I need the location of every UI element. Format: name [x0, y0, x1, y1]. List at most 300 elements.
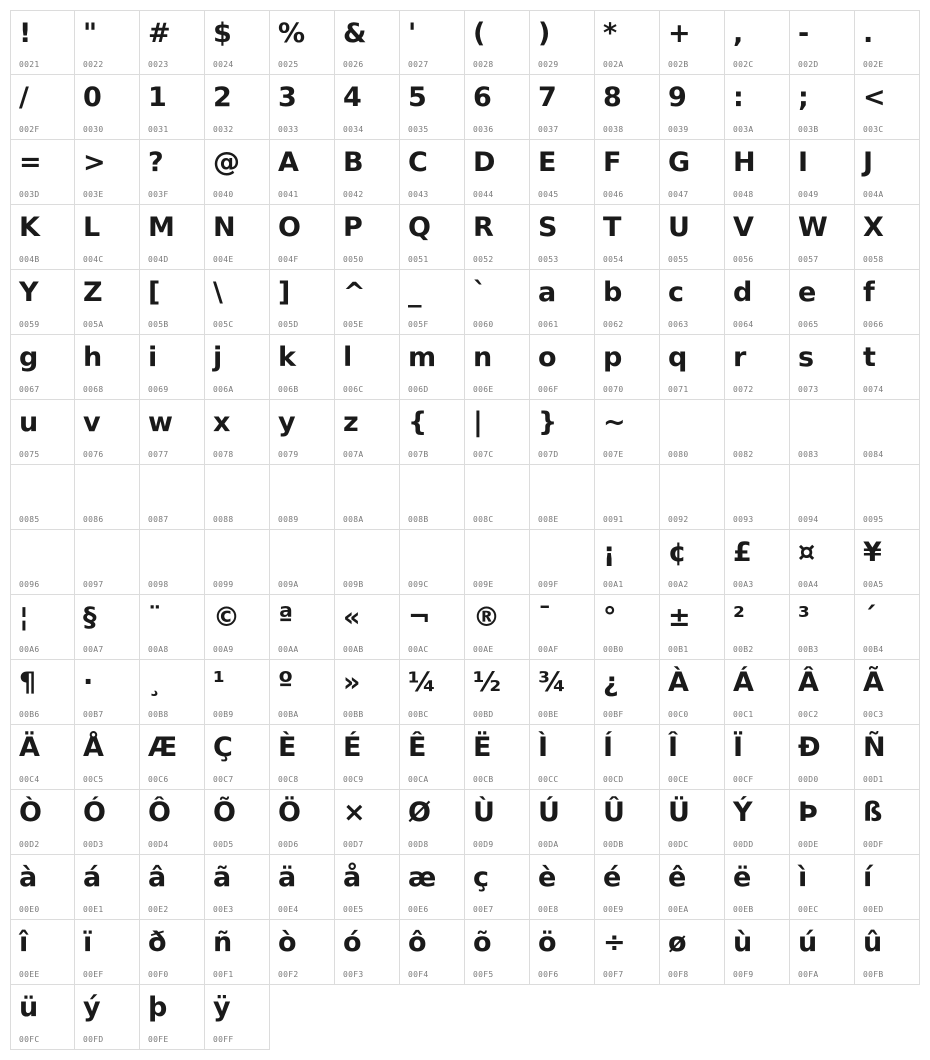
glyph-cell [205, 205, 270, 270]
glyph-cell [270, 335, 335, 400]
glyph-codepoint: 00A1 [603, 580, 624, 589]
glyph-codepoint: 004A [863, 190, 884, 199]
glyph-char: ¦ [19, 602, 29, 633]
glyph-cell [140, 205, 205, 270]
glyph-cell [465, 140, 530, 205]
glyph-codepoint: 00ED [863, 905, 884, 914]
glyph-codepoint: 0041 [278, 190, 299, 199]
glyph-codepoint: 00FF [213, 1035, 234, 1044]
glyph-codepoint: 0098 [148, 580, 169, 589]
glyph-codepoint: 00E0 [19, 905, 40, 914]
glyph-codepoint: 00F4 [408, 970, 429, 979]
glyph-char: $ [213, 18, 232, 49]
glyph-char: ¥ [863, 537, 882, 568]
glyph-char: ù [733, 927, 753, 958]
glyph-cell [660, 140, 725, 205]
glyph-char: t [863, 342, 876, 373]
glyph-codepoint: 0077 [148, 450, 169, 459]
glyph-codepoint: 0079 [278, 450, 299, 459]
glyph-cell [855, 595, 920, 660]
glyph-cell [465, 75, 530, 140]
glyph-cell [530, 790, 595, 855]
glyph-codepoint: 0033 [278, 125, 299, 134]
glyph-char: l [343, 342, 353, 373]
glyph-cell [595, 725, 660, 790]
glyph-char: @ [213, 147, 240, 178]
glyph-cell [465, 205, 530, 270]
glyph-char: u [19, 407, 39, 438]
glyph-cell [725, 335, 790, 400]
glyph-cell [75, 10, 140, 75]
glyph-cell [530, 855, 595, 920]
glyph-char: ! [19, 18, 32, 49]
glyph-cell [725, 465, 790, 530]
glyph-cell [465, 725, 530, 790]
glyph-codepoint: 00CF [733, 775, 754, 784]
glyph-char: 7 [538, 82, 557, 113]
glyph-char: Ð [798, 732, 821, 763]
glyph-cell [725, 10, 790, 75]
glyph-char: w [148, 407, 173, 438]
glyph-char: x [213, 407, 231, 438]
glyph-codepoint: 00A6 [19, 645, 40, 654]
glyph-char: è [538, 862, 557, 893]
glyph-char: £ [733, 537, 752, 568]
glyph-char: ç [473, 862, 490, 893]
glyph-cell [855, 855, 920, 920]
glyph-cell [205, 335, 270, 400]
glyph-cell [790, 75, 855, 140]
glyph-codepoint: 00D9 [473, 840, 494, 849]
glyph-codepoint: 0058 [863, 255, 884, 264]
glyph-cell [530, 335, 595, 400]
glyph-cell [335, 140, 400, 205]
glyph-cell [660, 10, 725, 75]
glyph-cell [790, 725, 855, 790]
glyph-codepoint: 006B [278, 385, 299, 394]
glyph-char: | [473, 407, 483, 438]
glyph-char: n [473, 342, 493, 373]
glyph-char: Ü [668, 797, 690, 828]
glyph-codepoint: 0047 [668, 190, 689, 199]
glyph-char: r [733, 342, 747, 373]
glyph-codepoint: 00B8 [148, 710, 169, 719]
glyph-char: F [603, 147, 622, 178]
glyph-codepoint: 00B3 [798, 645, 819, 654]
glyph-char: 8 [603, 82, 622, 113]
glyph-char: C [408, 147, 428, 178]
glyph-char: · [83, 667, 94, 698]
glyph-cell [465, 10, 530, 75]
glyph-codepoint: 006C [343, 385, 364, 394]
glyph-codepoint: 00C1 [733, 710, 754, 719]
glyph-codepoint: 0060 [473, 320, 494, 329]
glyph-codepoint: 0063 [668, 320, 689, 329]
glyph-codepoint: 008B [408, 515, 429, 524]
glyph-char: P [343, 212, 363, 243]
glyph-codepoint: 0074 [863, 385, 884, 394]
glyph-char: V [733, 212, 754, 243]
glyph-codepoint: 00AE [473, 645, 494, 654]
glyph-codepoint: 007D [538, 450, 559, 459]
glyph-codepoint: 0075 [19, 450, 40, 459]
glyph-cell [335, 270, 400, 335]
glyph-cell [270, 140, 335, 205]
glyph-char: Û [603, 797, 625, 828]
glyph-codepoint: 00F5 [473, 970, 494, 979]
glyph-codepoint: 0086 [83, 515, 104, 524]
glyph-codepoint: 0028 [473, 60, 494, 69]
glyph-char: } [538, 407, 558, 438]
glyph-cell [790, 205, 855, 270]
glyph-cell [790, 270, 855, 335]
glyph-char: ñ [213, 927, 233, 958]
glyph-codepoint: 00AB [343, 645, 364, 654]
glyph-cell [400, 270, 465, 335]
glyph-codepoint: 004F [278, 255, 299, 264]
glyph-cell [335, 10, 400, 75]
glyph-char: È [278, 732, 297, 763]
glyph-char: ) [538, 18, 551, 49]
glyph-cell [205, 660, 270, 725]
glyph-codepoint: 00FE [148, 1035, 169, 1044]
glyph-char: O [278, 212, 301, 243]
glyph-cell [335, 335, 400, 400]
glyph-char: & [343, 18, 367, 49]
glyph-codepoint: 0036 [473, 125, 494, 134]
glyph-char: Q [408, 212, 431, 243]
glyph-cell [205, 985, 270, 1050]
glyph-char: © [213, 602, 240, 633]
glyph-char: Î [668, 732, 679, 763]
glyph-codepoint: 002D [798, 60, 819, 69]
glyph-char: a [538, 277, 557, 308]
glyph-char: J [863, 147, 874, 178]
glyph-codepoint: 00E7 [473, 905, 494, 914]
glyph-cell [595, 595, 660, 660]
glyph-codepoint: 0092 [668, 515, 689, 524]
glyph-cell [270, 595, 335, 660]
glyph-cell [140, 790, 205, 855]
glyph-char: k [278, 342, 296, 373]
glyph-cell [855, 205, 920, 270]
glyph-char: g [19, 342, 39, 373]
glyph-char: / [19, 82, 29, 113]
glyph-cell [790, 920, 855, 985]
glyph-char: à [19, 862, 38, 893]
glyph-cell [790, 465, 855, 530]
glyph-cell [855, 465, 920, 530]
glyph-cell [140, 530, 205, 595]
glyph-codepoint: 0099 [213, 580, 234, 589]
glyph-codepoint: 005F [408, 320, 429, 329]
glyph-codepoint: 004C [83, 255, 104, 264]
glyph-cell [530, 10, 595, 75]
glyph-codepoint: 00F6 [538, 970, 559, 979]
glyph-cell [10, 530, 75, 595]
glyph-codepoint: 0050 [343, 255, 364, 264]
glyph-cell [335, 920, 400, 985]
glyph-cell [400, 920, 465, 985]
glyph-char: À [668, 667, 689, 698]
glyph-codepoint: 0031 [148, 125, 169, 134]
glyph-codepoint: 00CA [408, 775, 429, 784]
glyph-cell [465, 920, 530, 985]
glyph-codepoint: 0043 [408, 190, 429, 199]
glyph-cell [140, 725, 205, 790]
glyph-char: - [798, 18, 810, 49]
glyph-cell [725, 855, 790, 920]
glyph-char: ô [408, 927, 427, 958]
glyph-cell [725, 205, 790, 270]
glyph-char: ¡ [603, 537, 616, 568]
glyph-char: Ú [538, 797, 560, 828]
glyph-cell [660, 465, 725, 530]
glyph-grid [10, 10, 920, 1050]
glyph-char: " [83, 18, 98, 49]
glyph-codepoint: 00E6 [408, 905, 429, 914]
glyph-codepoint: 0064 [733, 320, 754, 329]
glyph-cell [140, 595, 205, 660]
glyph-codepoint: 005E [343, 320, 364, 329]
glyph-codepoint: 0062 [603, 320, 624, 329]
glyph-codepoint: 00DC [668, 840, 689, 849]
glyph-char: * [603, 18, 618, 49]
glyph-char: 3 [278, 82, 297, 113]
glyph-codepoint: 004D [148, 255, 169, 264]
glyph-codepoint: 0045 [538, 190, 559, 199]
glyph-codepoint: 00C6 [148, 775, 169, 784]
glyph-char: ¤ [798, 537, 816, 568]
glyph-cell [855, 530, 920, 595]
glyph-cell [400, 10, 465, 75]
glyph-codepoint: 00C9 [343, 775, 364, 784]
glyph-char: o [538, 342, 557, 373]
glyph-char: á [83, 862, 102, 893]
glyph-cell [75, 855, 140, 920]
glyph-cell [335, 205, 400, 270]
glyph-codepoint: 00EF [83, 970, 104, 979]
glyph-cell [530, 465, 595, 530]
glyph-cell [400, 140, 465, 205]
glyph-char: D [473, 147, 496, 178]
glyph-char: Ë [473, 732, 492, 763]
glyph-cell [660, 660, 725, 725]
glyph-codepoint: 00B7 [83, 710, 104, 719]
glyph-codepoint: 0087 [148, 515, 169, 524]
glyph-cell [660, 530, 725, 595]
glyph-codepoint: 0039 [668, 125, 689, 134]
glyph-char: m [408, 342, 437, 373]
glyph-cell [270, 75, 335, 140]
glyph-cell [660, 855, 725, 920]
glyph-cell [10, 660, 75, 725]
glyph-char: y [278, 407, 296, 438]
glyph-cell [530, 205, 595, 270]
glyph-cell [400, 595, 465, 660]
glyph-codepoint: 00E8 [538, 905, 559, 914]
glyph-codepoint: 0065 [798, 320, 819, 329]
glyph-char: Þ [798, 797, 818, 828]
glyph-char: Ô [148, 797, 171, 828]
glyph-codepoint: 0072 [733, 385, 754, 394]
glyph-char: Á [733, 667, 754, 698]
glyph-char: : [733, 82, 744, 113]
glyph-codepoint: 003D [19, 190, 40, 199]
glyph-cell [855, 400, 920, 465]
glyph-cell [530, 725, 595, 790]
glyph-char: R [473, 212, 494, 243]
glyph-cell [725, 530, 790, 595]
glyph-codepoint: 00AA [278, 645, 299, 654]
glyph-cell [10, 10, 75, 75]
glyph-cell [400, 205, 465, 270]
glyph-cell [270, 660, 335, 725]
glyph-codepoint: 009C [408, 580, 429, 589]
glyph-char: j [213, 342, 223, 373]
glyph-cell [660, 75, 725, 140]
glyph-cell [270, 465, 335, 530]
glyph-codepoint: 0044 [473, 190, 494, 199]
glyph-char: ? [148, 147, 164, 178]
glyph-codepoint: 0035 [408, 125, 429, 134]
glyph-cell [595, 140, 660, 205]
glyph-codepoint: 00E4 [278, 905, 299, 914]
glyph-cell [790, 530, 855, 595]
glyph-cell [465, 855, 530, 920]
glyph-cell [10, 400, 75, 465]
glyph-cell [75, 595, 140, 660]
glyph-cell [10, 790, 75, 855]
glyph-cell [855, 75, 920, 140]
glyph-codepoint: 0027 [408, 60, 429, 69]
glyph-cell [10, 205, 75, 270]
glyph-cell [790, 660, 855, 725]
glyph-codepoint: 009A [278, 580, 299, 589]
glyph-cell [595, 75, 660, 140]
glyph-char: ¸ [148, 667, 162, 698]
glyph-codepoint: 003F [148, 190, 169, 199]
glyph-cell [855, 725, 920, 790]
glyph-codepoint: 00F7 [603, 970, 624, 979]
glyph-char: 6 [473, 82, 492, 113]
glyph-codepoint: 00DA [538, 840, 559, 849]
glyph-codepoint: 005C [213, 320, 234, 329]
glyph-char: 5 [408, 82, 427, 113]
glyph-codepoint: 00D5 [213, 840, 234, 849]
glyph-cell [270, 205, 335, 270]
glyph-codepoint: 003E [83, 190, 104, 199]
glyph-codepoint: 00FB [863, 970, 884, 979]
glyph-char: É [343, 732, 362, 763]
glyph-codepoint: 00A3 [733, 580, 754, 589]
glyph-cell [205, 270, 270, 335]
glyph-char: 1 [148, 82, 167, 113]
glyph-char: û [863, 927, 883, 958]
glyph-cell [140, 855, 205, 920]
glyph-char: ¼ [408, 667, 436, 698]
glyph-cell [75, 725, 140, 790]
glyph-char: Ù [473, 797, 495, 828]
glyph-char: f [863, 277, 875, 308]
glyph-codepoint: 004B [19, 255, 40, 264]
glyph-cell [725, 595, 790, 660]
glyph-codepoint: 008A [343, 515, 364, 524]
glyph-char: ¶ [19, 667, 37, 698]
glyph-cell [465, 595, 530, 660]
glyph-char: ¹ [213, 667, 225, 698]
glyph-cell [530, 530, 595, 595]
glyph-codepoint: 00D3 [83, 840, 104, 849]
glyph-cell [10, 855, 75, 920]
glyph-cell [660, 400, 725, 465]
glyph-codepoint: 00CB [473, 775, 494, 784]
glyph-codepoint: 0068 [83, 385, 104, 394]
glyph-cell [400, 660, 465, 725]
glyph-cell [140, 465, 205, 530]
glyph-cell [75, 205, 140, 270]
glyph-char: Ï [733, 732, 744, 763]
glyph-cell [595, 855, 660, 920]
glyph-codepoint: 0052 [473, 255, 494, 264]
glyph-cell [205, 465, 270, 530]
glyph-cell [10, 985, 75, 1050]
glyph-codepoint: 00D4 [148, 840, 169, 849]
glyph-codepoint: 00D0 [798, 775, 819, 784]
glyph-codepoint: 0061 [538, 320, 559, 329]
glyph-char: H [733, 147, 756, 178]
glyph-codepoint: 0084 [863, 450, 884, 459]
glyph-codepoint: 00F3 [343, 970, 364, 979]
glyph-cell [75, 920, 140, 985]
glyph-char: p [603, 342, 623, 373]
glyph-char: = [19, 147, 42, 178]
glyph-cell [595, 530, 660, 595]
glyph-codepoint: 0040 [213, 190, 234, 199]
glyph-char: h [83, 342, 103, 373]
glyph-char: é [603, 862, 622, 893]
glyph-cell [335, 660, 400, 725]
glyph-char: > [83, 147, 106, 178]
glyph-cell [725, 725, 790, 790]
glyph-codepoint: 00D8 [408, 840, 429, 849]
glyph-char: Í [603, 732, 614, 763]
glyph-cell [335, 530, 400, 595]
glyph-codepoint: 00BF [603, 710, 624, 719]
glyph-char: { [408, 407, 428, 438]
glyph-codepoint: 00E3 [213, 905, 234, 914]
glyph-cell [530, 920, 595, 985]
glyph-codepoint: 00B9 [213, 710, 234, 719]
glyph-char: Ã [863, 667, 884, 698]
glyph-codepoint: 00A5 [863, 580, 884, 589]
glyph-char: ] [278, 277, 291, 308]
glyph-char: ß [863, 797, 883, 828]
glyph-cell [595, 465, 660, 530]
glyph-codepoint: 005D [278, 320, 299, 329]
glyph-cell [140, 335, 205, 400]
glyph-codepoint: 00A7 [83, 645, 104, 654]
glyph-cell [400, 725, 465, 790]
glyph-char: s [798, 342, 815, 373]
glyph-char: Ö [278, 797, 301, 828]
glyph-codepoint: 0042 [343, 190, 364, 199]
glyph-codepoint: 006E [473, 385, 494, 394]
glyph-cell [75, 985, 140, 1050]
glyph-codepoint: 002E [863, 60, 884, 69]
glyph-char: õ [473, 927, 492, 958]
glyph-char: ã [213, 862, 232, 893]
